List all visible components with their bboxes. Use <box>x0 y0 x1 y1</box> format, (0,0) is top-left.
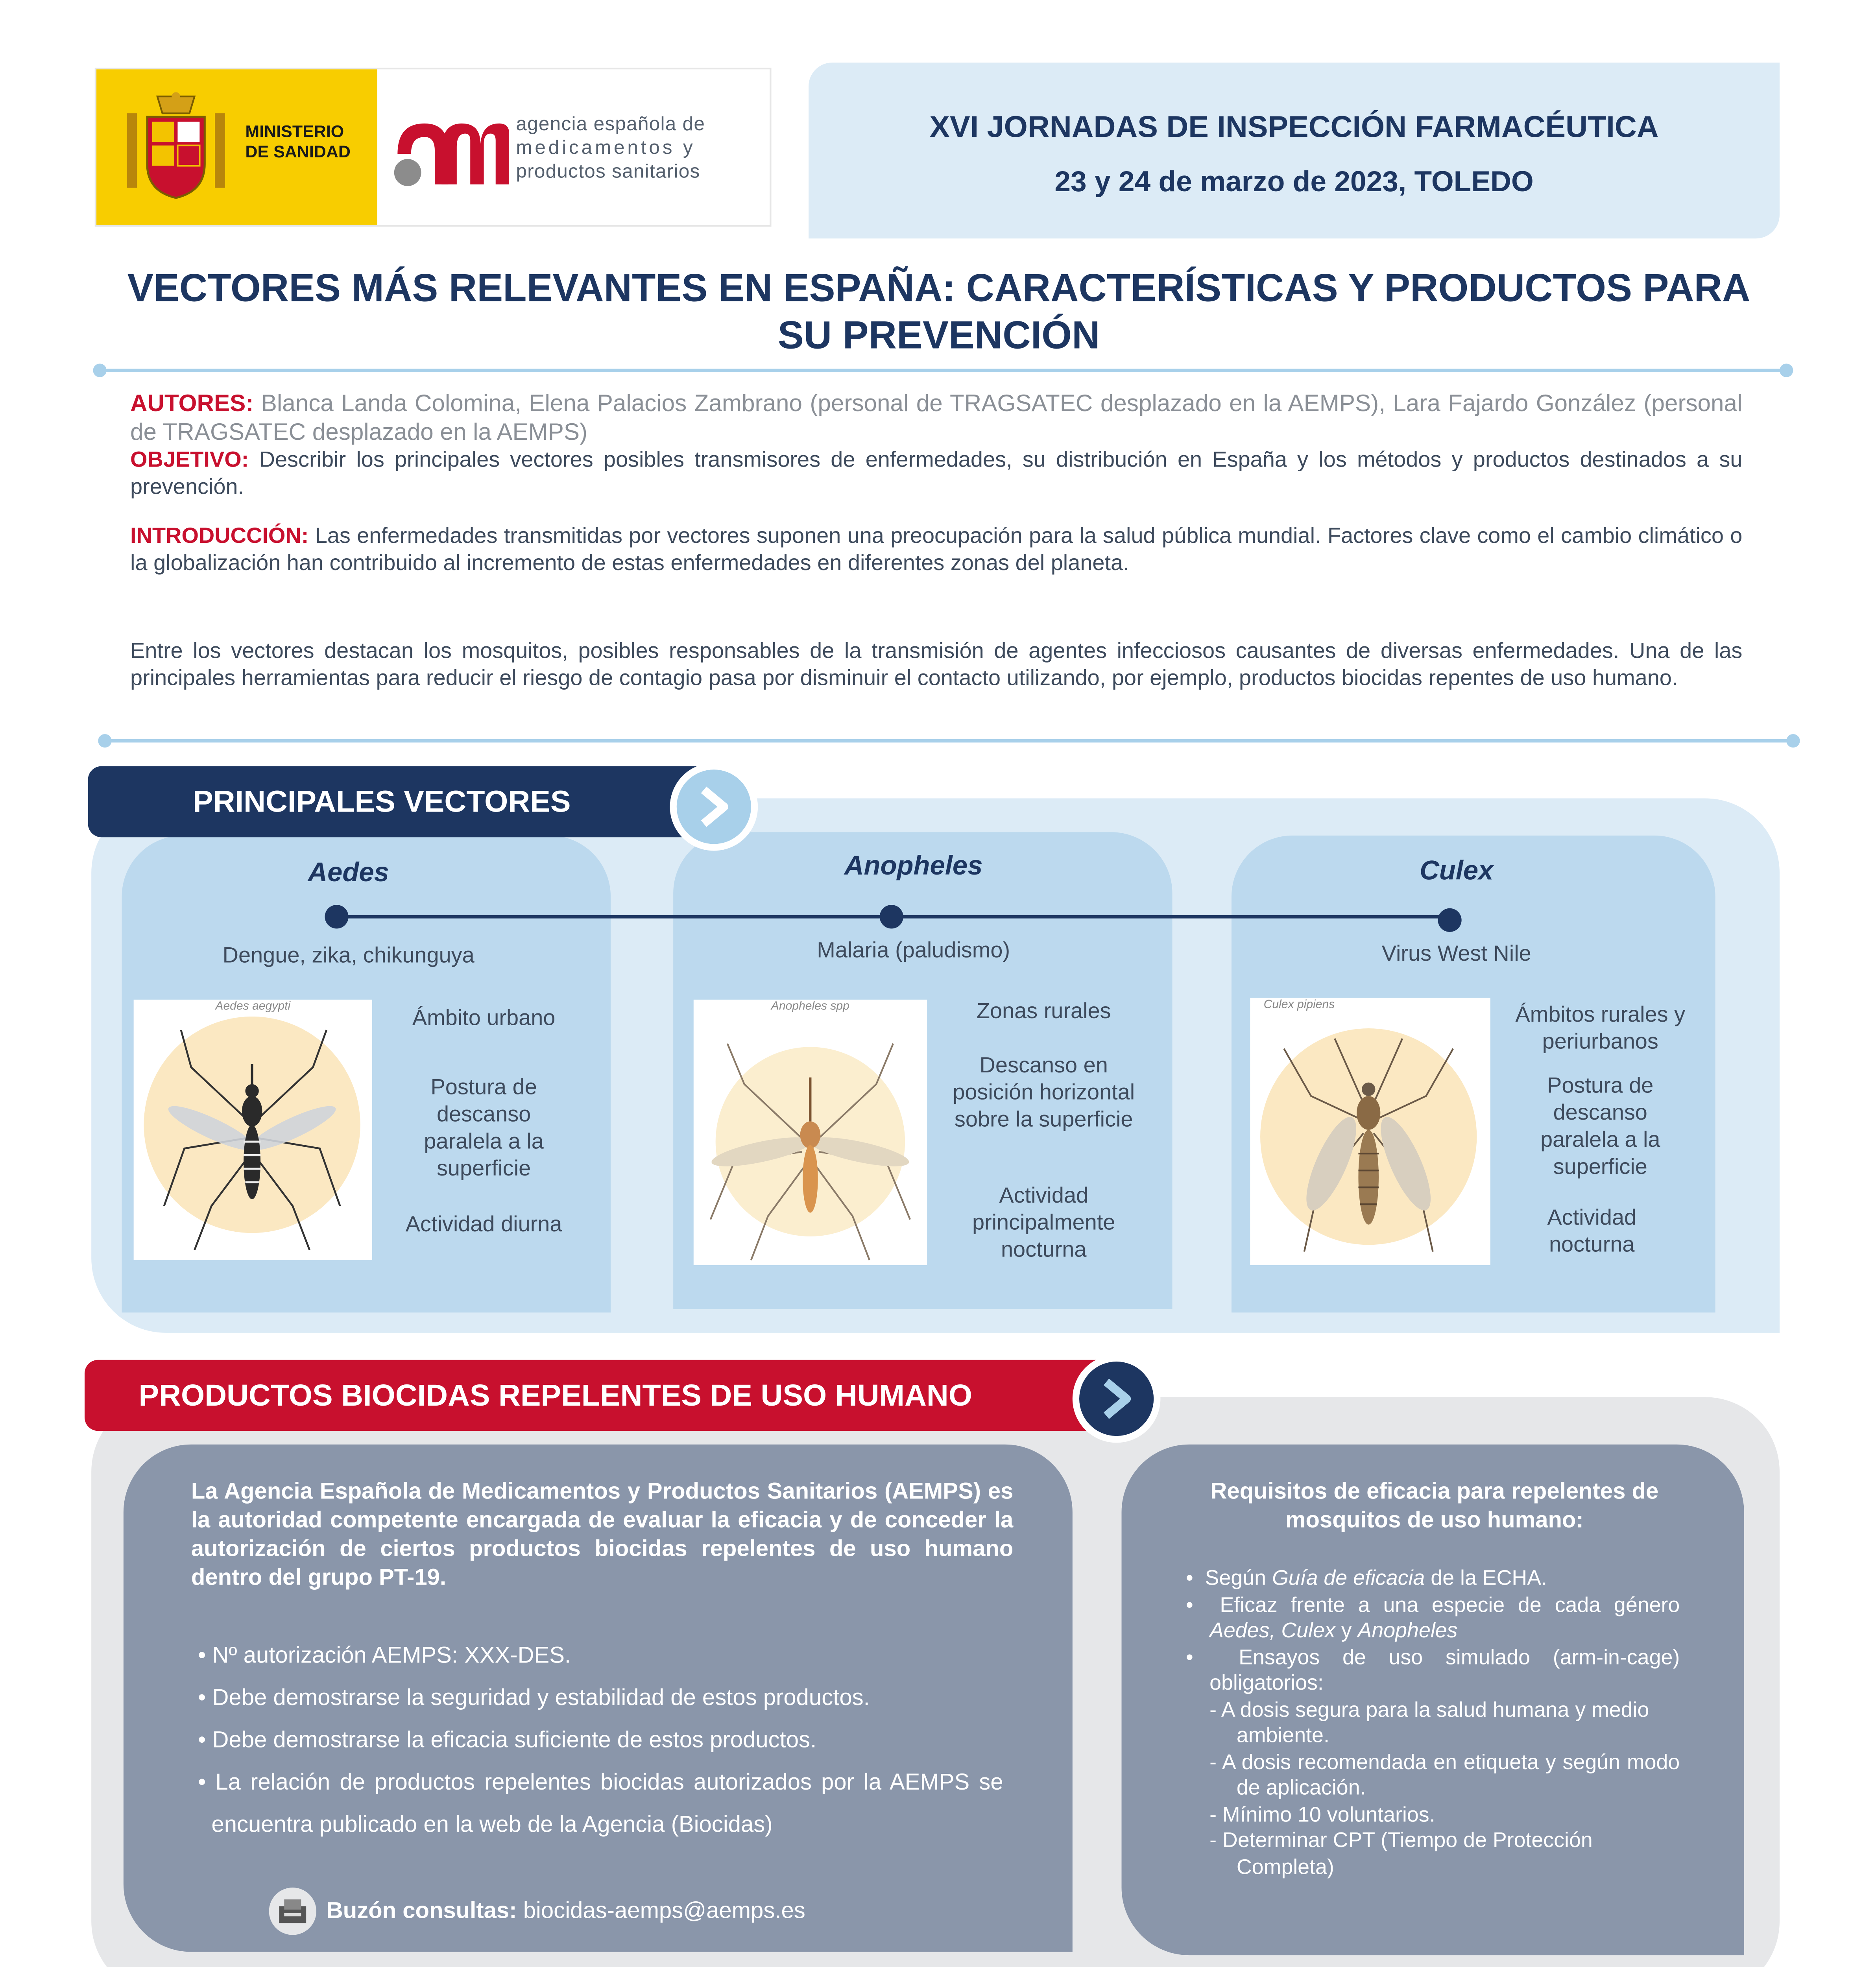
buzon-consultas <box>327 1898 805 1923</box>
aedes-image <box>134 1000 372 1260</box>
divider-dot <box>1780 364 1793 377</box>
chevron-right-icon <box>670 763 758 851</box>
ministerio-logo <box>96 69 377 225</box>
list-item-text: Debe demostrarse la eficacia suficiente de estos productos. <box>212 1727 817 1753</box>
sub-item <box>1186 1829 1680 1881</box>
vectors-banner-title: PRINCIPALES VECTORES <box>193 784 571 819</box>
list-item: • Según Guía de eficacia de la ECHA. <box>1185 1566 1547 1590</box>
introduccion-text: Las enfermedades transmitidas por vectores suponen una preocupación para la salud pública mundial. Factores clave como el cambio climático o la globalización han contribuido al incremento de estas enfermedades en diferentes zonas del planeta. <box>130 522 1743 575</box>
sub-item <box>1186 1802 1680 1829</box>
aemps-authority-card <box>124 1445 1073 1952</box>
image-caption: Culex pipiens <box>1263 999 1335 1012</box>
sub-item <box>1186 1697 1680 1749</box>
list-item-text: Según <box>1205 1566 1272 1590</box>
divider <box>102 369 1786 372</box>
timeline-dot <box>880 905 903 928</box>
list-item-text: Guía de eficacia <box>1272 1566 1425 1590</box>
list-item: • La relación de productos repelentes biocidas autorizados por la AEMPS se encuentra publicado en la web de la Agencia (Biocidas) <box>198 1769 1003 1837</box>
introduccion <box>130 523 1742 577</box>
mailbox-icon <box>269 1888 316 1935</box>
mosquito-icon <box>1250 1015 1490 1265</box>
sub-item <box>1186 1750 1680 1802</box>
list-item: • Ensayos de uso simulado (arm-in-cage) obligatorios: <box>1185 1645 1680 1695</box>
requisitos-heading: Requisitos de eficacia para repelentes de mosquitos de uso humano: <box>1210 1478 1659 1533</box>
vector-trait: Zonas rurales <box>976 998 1111 1024</box>
divider-dot <box>1786 734 1800 747</box>
vector-trait: Ámbitos rurales y periurbanos <box>1515 1001 1686 1054</box>
list-item: • Debe demostrarse la eficacia suficiente de estos productos. <box>198 1727 817 1753</box>
list-item-text: Anopheles <box>1357 1618 1458 1642</box>
list-item: • Eficaz frente a una especie de cada género Aedes, Culex y Anopheles <box>1185 1592 1680 1642</box>
vector-trait: Actividad principalmente nocturna <box>972 1182 1115 1262</box>
list-item-text: La relación de productos repelentes biocidas autorizados por la AEMPS se encuentra publicado en la web de la Agencia (Biocidas) <box>211 1769 1003 1837</box>
anopheles-image <box>694 1000 927 1265</box>
autores-text: Blanca Landa Colomina, Elena Palacios Zambrano (personal de TRAGSATEC desplazado en la AEMPS), Lara Fajardo González (personal de TRAGSATEC desplazado en la AEMPS) <box>130 389 1743 445</box>
logo-box <box>95 68 772 227</box>
vectors-banner <box>88 766 714 838</box>
list-item: • Debe demostrarse la seguridad y estabilidad de estos productos. <box>198 1685 870 1710</box>
ministerio-text: MINISTERIO DE SANIDAD <box>245 123 351 162</box>
objetivo-label: OBJETIVO: <box>130 447 249 472</box>
event-title: XVI JORNADAS DE INSPECCIÓN FARMACÉUTICA <box>929 110 1659 144</box>
event-box <box>809 63 1780 238</box>
poster-title: VECTORES MÁS RELEVANTES EN ESPAÑA: CARACTERÍSTICAS Y PRODUCTOS PARA SU PREVENCIÓN <box>127 266 1750 357</box>
requisitos-card <box>1122 1445 1744 1955</box>
biocidas-banner <box>85 1360 1123 1431</box>
vector-trait: Actividad nocturna <box>1547 1204 1637 1257</box>
buzon-label: Buzón consultas: <box>326 1897 517 1923</box>
biocidas-banner-title: PRODUCTOS BIOCIDAS REPELENTES DE USO HUMANO <box>138 1378 972 1412</box>
mosquito-icon <box>134 1017 372 1257</box>
aemps-logo-icon <box>391 117 509 191</box>
objetivo <box>130 447 1742 501</box>
vector-name: Aedes <box>308 859 389 888</box>
chevron-right-icon <box>1073 1355 1161 1443</box>
aemps-line-3: productos sanitarios <box>516 162 700 183</box>
aemps-line-2: medicamentos y <box>516 138 696 159</box>
coat-of-arms-icon <box>120 90 232 205</box>
culex-image <box>1250 998 1490 1265</box>
aemps-name <box>516 113 705 185</box>
vector-trait: Postura de descanso paralela a la superficie <box>1540 1072 1660 1179</box>
vector-trait: Actividad diurna <box>405 1211 562 1236</box>
buzon-email-link[interactable]: biocidas-aemps@aemps.es <box>523 1897 805 1923</box>
intro-paragraph-2: Entre los vectores destacan los mosquitos, posibles responsables de la transmisión de agentes infecciosos causantes de diversas enfermedades. Una de las principales herramientas para reducir el riesgo de contagio pasa por disminuir el contacto utilizando, por ejemplo, productos biocidas repentes de uso humano. <box>130 637 1743 690</box>
vector-disease: Malaria (paludismo) <box>817 937 1010 963</box>
vector-trait: Ámbito urbano <box>412 1004 556 1030</box>
vector-trait: Descanso en posición horizontal sobre la superficie <box>953 1052 1135 1132</box>
list-item-text: de la ECHA. <box>1425 1566 1547 1590</box>
sub-item-text: - Determinar CPT (Tiempo de Protección Completa) <box>1209 1828 1593 1878</box>
vector-disease: Dengue, zika, chikunguya <box>222 942 475 968</box>
timeline-dot <box>1438 908 1461 932</box>
timeline-dot <box>325 905 348 928</box>
event-date: 23 y 24 de marzo de 2023, TOLEDO <box>1054 166 1534 198</box>
mosquito-icon <box>694 1017 927 1264</box>
vector-name: Anopheles <box>844 852 983 881</box>
requisitos-list <box>1186 1566 1680 1881</box>
list-item-text: Aedes, Culex <box>1209 1618 1335 1642</box>
divider <box>105 739 1793 743</box>
list-item-text: Eficaz frente a una especie de cada género <box>1220 1592 1680 1616</box>
vector-name: Culex <box>1420 857 1494 886</box>
autores <box>130 389 1742 447</box>
autores-label: AUTORES: <box>130 389 254 416</box>
image-caption: Anopheles spp <box>771 1001 849 1013</box>
list-item-text: Ensayos de uso simulado (arm-in-cage) obligatorios: <box>1209 1645 1680 1695</box>
list-item-text: Nº autorización AEMPS: XXX-DES. <box>212 1642 571 1668</box>
introduccion-label: INTRODUCCIÓN: <box>130 522 309 548</box>
aemps-line-1: agencia española de <box>516 115 705 135</box>
objetivo-text: Describir los principales vectores posibles transmisores de enfermedades, su distribución en España y los métodos y productos destinados a su prevención. <box>130 447 1743 499</box>
sub-item-text: - Mínimo 10 voluntarios. <box>1209 1802 1435 1826</box>
authority-heading: La Agencia Española de Medicamentos y Productos Sanitarios (AEMPS) es la autoridad competente encargada de evaluar la eficacia y de conceder la autorización de ciertos productos biocidas repelentes de uso humano dentro del grupo PT-19. <box>191 1478 1014 1590</box>
authority-list <box>198 1634 1003 1845</box>
sub-item-text: - A dosis segura para la salud humana y medio ambiente. <box>1209 1697 1649 1747</box>
list-item-text: Debe demostrarse la seguridad y estabilidad de estos productos. <box>212 1685 870 1710</box>
list-item: • Nº autorización AEMPS: XXX-DES. <box>198 1642 571 1668</box>
vector-disease: Virus West Nile <box>1381 940 1531 966</box>
image-caption: Aedes aegypti <box>215 1001 291 1013</box>
list-item-text: y <box>1335 1618 1358 1642</box>
sub-item-text: - A dosis recomendada en etiqueta y según modo de aplicación. <box>1209 1749 1680 1800</box>
vector-trait: Postura de descanso paralela a la superficie <box>424 1074 544 1181</box>
